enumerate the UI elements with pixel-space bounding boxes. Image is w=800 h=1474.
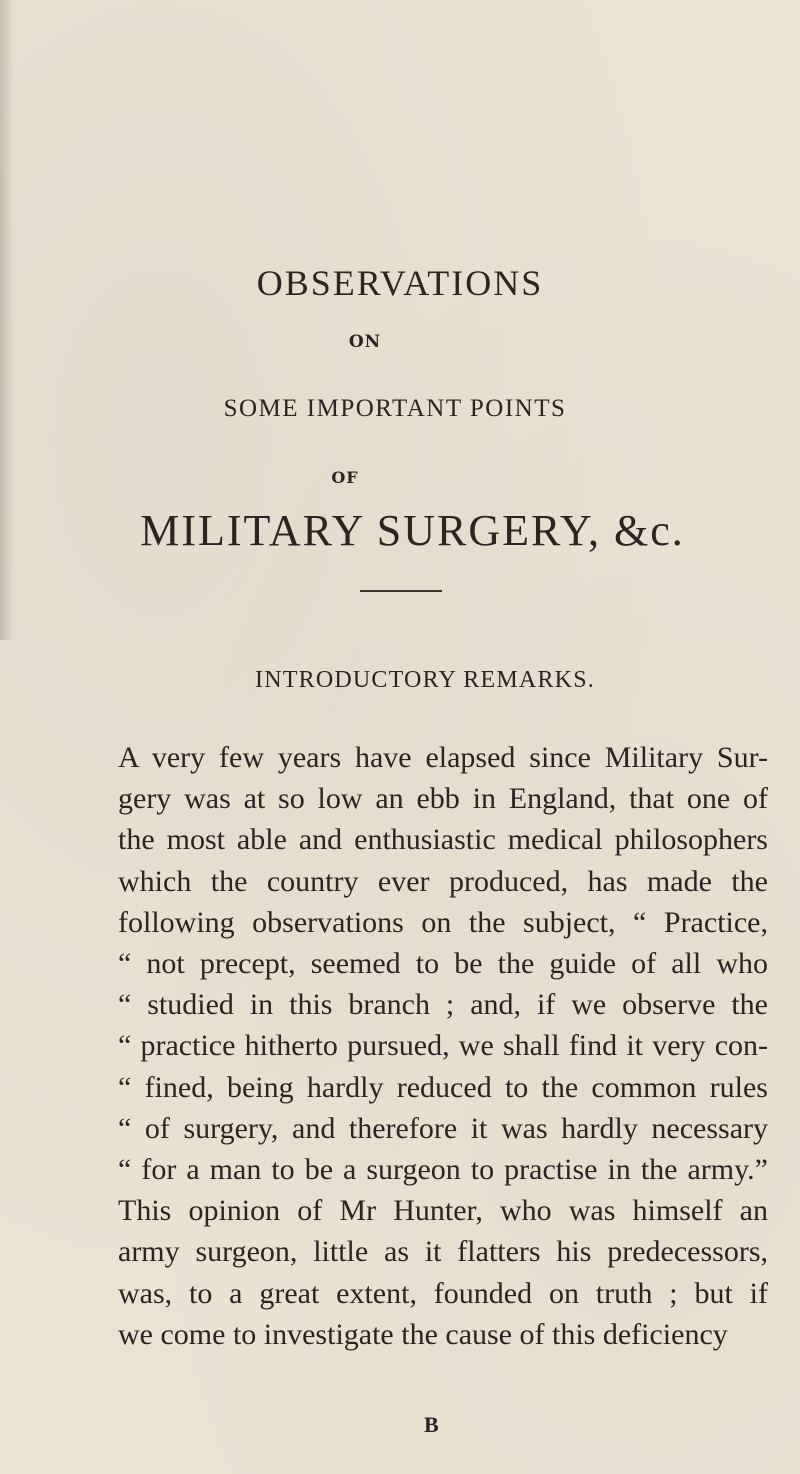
section-heading: INTRODUCTORY REMARKS. [255,667,595,693]
page-subtitle: SOME IMPORTANT POINTS [223,395,567,422]
text-line: army surgeon, little as it flatters his predecessors, [118,1235,768,1269]
title-connector-of: OF [331,468,359,487]
text-line: gery was at so low an ebb in England, that one of [118,782,768,816]
text-line: we come to investigate the cause of this deficiency [118,1317,728,1351]
main-title: MILITARY SURGERY, &c. [140,506,685,555]
text-line: “ studied in this branch ; and, if we observe the [118,988,768,1022]
body-paragraph [118,737,768,1355]
signature-mark: B [424,1412,439,1437]
text-line: following observations on the subject, “ Practice, [118,905,768,939]
text-line: the most able and enthusiastic medical philosophers [118,823,768,857]
text-line: “ not precept, seemed to be the guide of all who [118,947,768,981]
text-line: “ of surgery, and therefore it was hardly necessary [118,1111,768,1145]
divider-rule [360,590,442,592]
title-connector-on: ON [348,332,382,352]
text-line: which the country ever produced, has made the [118,864,768,898]
page-title: OBSERVATIONS [256,263,544,303]
text-line: This opinion of Mr Hunter, who was himself an [118,1194,768,1228]
text-line: “ fined, being hardly reduced to the common rules [118,1070,768,1104]
text-line: “ practice hitherto pursued, we shall find it very con- [118,1029,768,1063]
text-line: A very few years have elapsed since Military Sur- [118,741,768,774]
text-line: was, to a great extent, founded on truth ; but if [118,1276,768,1310]
text-line: “ for a man to be a surgeon to practise in the army.” [118,1153,768,1187]
